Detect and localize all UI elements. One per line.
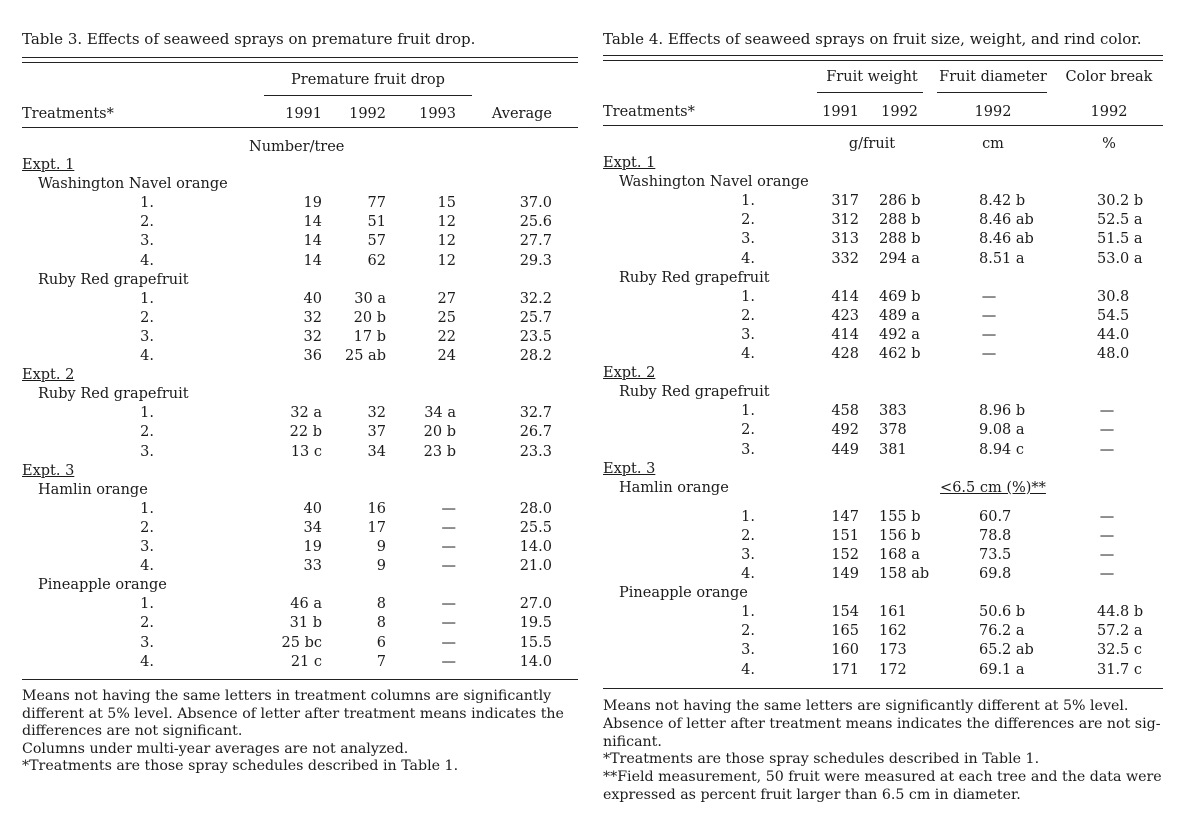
cultivar-label: Hamlin orange: [619, 479, 729, 496]
treatments-header: Treatments*: [603, 104, 695, 120]
experiment-label: Expt. 2: [22, 367, 75, 384]
table-cell: 8.96 b: [979, 403, 1026, 420]
table-cell: 8.94 c: [979, 441, 1025, 458]
table-cell: 51: [367, 214, 386, 231]
treatment-label: 1.: [140, 405, 154, 422]
table-cell: 9: [376, 539, 386, 555]
table-cell: 26.7: [519, 424, 552, 441]
table-cell: 20 b: [353, 309, 386, 326]
fruit-weight-underline: [817, 92, 923, 93]
table-cell: 44.8 b: [1097, 604, 1144, 621]
table-cell: 34: [303, 519, 322, 536]
footnote-line: Absence of letter after treatment means indicates the differences are not sig-: [603, 715, 1161, 732]
table-cell: 31 b: [289, 615, 322, 632]
color-1992-header: 1992: [1090, 104, 1128, 120]
table-cell: 332: [831, 250, 859, 267]
table-cell: 46 a: [290, 596, 322, 613]
table-cell: 25 bc: [281, 634, 322, 651]
table-cell: 32: [303, 328, 322, 345]
diameter-1992-header: 1992: [974, 104, 1012, 120]
table-cell: —: [441, 653, 456, 670]
footnote-line: Columns under multi-year averages are not analyzed.: [22, 740, 409, 757]
table-cell: 62: [367, 252, 386, 269]
table-cell: 313: [831, 231, 859, 248]
table-cell: 31.7 c: [1097, 661, 1143, 678]
fruit-diameter-underline: [937, 92, 1047, 93]
table-cell: 29.3: [519, 252, 552, 269]
table-cell: 24: [437, 348, 456, 364]
table-4-top-rule-2: [603, 60, 1163, 61]
table-cell: 149: [831, 566, 859, 582]
table-cell: 50.6 b: [979, 604, 1026, 621]
table-cell: 449: [831, 441, 859, 458]
table-cell: 15: [437, 195, 456, 212]
footnote-line: **Field measurement, 50 fruit were measured at each tree and the data were: [603, 769, 1162, 786]
unit-diameter: cm: [982, 136, 1004, 152]
table-cell: 32 a: [290, 405, 322, 422]
treatment-label: 2.: [741, 212, 755, 229]
table-cell: 54.5: [1097, 307, 1130, 324]
table-cell: —: [441, 500, 456, 517]
table-cell: 65.2 ab: [979, 642, 1034, 659]
table-cell: 154: [831, 604, 859, 621]
table-cell: 25.5: [519, 519, 552, 536]
unit-color: %: [1102, 136, 1116, 152]
treatment-label: 2.: [741, 422, 755, 439]
table-cell: 19: [303, 195, 322, 212]
table-cell: —: [441, 519, 456, 536]
table-cell: 173: [879, 642, 907, 659]
footnote-line: differences are not significant.: [22, 723, 243, 739]
table-cell: —: [1099, 566, 1115, 582]
table-cell: 14: [303, 233, 322, 250]
table-cell: 52.5 a: [1097, 212, 1143, 229]
table-cell: —: [1099, 441, 1115, 458]
treatment-label: 3.: [140, 539, 154, 555]
treatment-label: 3.: [140, 443, 154, 460]
header-rule: [22, 127, 578, 128]
treatment-label: 4.: [741, 250, 755, 267]
table-4-title: Table 4. Effects of seaweed sprays on fruit size, weight, and rind color.: [603, 30, 1142, 48]
table-cell: 25.7: [519, 309, 552, 326]
table-cell: 25 ab: [345, 348, 386, 364]
table-cell: 17 b: [353, 328, 386, 345]
table-cell: 22 b: [289, 424, 322, 441]
table-cell: 8.46 ab: [979, 212, 1034, 229]
table-cell: 51.5 a: [1097, 231, 1143, 248]
table-cell: 25.6: [519, 214, 552, 231]
fruit-diameter-header: Fruit diameter: [939, 69, 1047, 85]
table-cell: 158 ab: [879, 566, 930, 582]
table-cell: 8: [376, 596, 386, 613]
footnote-line: different at 5% level. Absence of letter after treatment means indicates the: [22, 705, 564, 722]
treatment-label: 3.: [741, 231, 755, 248]
table-3-bottom-rule: [22, 679, 578, 680]
table-cell: 161: [879, 604, 907, 621]
experiment-label: Expt. 1: [603, 155, 656, 171]
table-3-top-rule-2: [22, 62, 578, 63]
treatment-label: 4.: [741, 566, 755, 582]
header-rule: [603, 125, 1163, 126]
treatment-label: 2.: [741, 527, 755, 544]
cultivar-label: Hamlin orange: [38, 481, 148, 498]
average-header: Average: [491, 106, 552, 122]
table-cell: 171: [831, 661, 859, 678]
treatment-label: 2.: [140, 615, 154, 632]
treatment-label: 2.: [741, 623, 755, 640]
table-4-bottom-rule: [603, 688, 1163, 689]
table-cell: 23.5: [519, 328, 552, 345]
treatment-label: 2.: [140, 424, 154, 441]
table-cell: 147: [831, 508, 859, 525]
experiment-label: Expt. 3: [22, 462, 75, 479]
table-cell: 21 c: [290, 653, 322, 670]
treatments-header: Treatments*: [22, 106, 114, 122]
table-cell: 30.8: [1097, 288, 1130, 305]
table-cell: 57.2 a: [1097, 623, 1143, 640]
table-3-title: Table 3. Effects of seaweed sprays on premature fruit drop.: [22, 30, 476, 48]
table-cell: 317: [831, 193, 859, 210]
table-cell: —: [441, 596, 456, 613]
table-cell: 172: [879, 661, 907, 678]
table-cell: —: [441, 539, 456, 555]
treatment-label: 1.: [140, 290, 154, 307]
table-cell: 32.2: [519, 290, 552, 307]
table-cell: 23.3: [519, 443, 552, 460]
footnote-line: *Treatments are those spray schedules described in Table 1.: [603, 751, 1040, 768]
table-cell: 8: [376, 615, 386, 632]
cultivar-label: Pineapple orange: [38, 577, 167, 594]
table-cell: 462 b: [879, 346, 921, 362]
table-cell: 414: [831, 288, 859, 305]
table-cell: 27.0: [519, 596, 552, 613]
table-cell: 53.0 a: [1097, 250, 1143, 267]
table-cell: 28.0: [519, 500, 552, 517]
table-cell: 28.2: [519, 348, 552, 364]
cultivar-label: Ruby Red grapefruit: [38, 386, 189, 403]
table-cell: 428: [831, 346, 859, 362]
table-cell: 9.08 a: [979, 422, 1025, 439]
table-cell: 14.0: [519, 653, 552, 670]
table-cell: 414: [831, 326, 859, 343]
table-cell: 57: [367, 233, 386, 250]
weight-1992-header: 1992: [881, 104, 918, 120]
treatment-label: 1.: [140, 195, 154, 212]
table-cell: 60.7: [979, 508, 1012, 525]
fruit-weight-header: Fruit weight: [826, 69, 918, 85]
table-cell: 76.2 a: [979, 623, 1025, 640]
table-cell: 37: [367, 424, 386, 441]
table-cell: 288 b: [879, 231, 921, 248]
table-cell: 155 b: [879, 508, 921, 525]
table-cell: 34: [367, 443, 386, 460]
group-underline: [264, 95, 472, 96]
table-cell: 20 b: [423, 424, 456, 441]
table-cell: 32: [367, 405, 386, 422]
cultivar-label: Ruby Red grapefruit: [38, 271, 189, 288]
footnote-line: *Treatments are those spray schedules described in Table 1.: [22, 758, 459, 774]
treatment-label: 1.: [741, 193, 755, 210]
table-cell: 378: [879, 422, 907, 439]
table-cell: 32.5 c: [1097, 642, 1143, 659]
color-break-header: Color break: [1065, 69, 1153, 85]
table-cell: 12: [437, 252, 456, 269]
table-cell: 77: [367, 195, 386, 212]
table-cell: —: [441, 558, 456, 575]
table-cell: 151: [831, 527, 859, 544]
treatment-label: 1.: [140, 500, 154, 517]
treatment-label: 3.: [140, 328, 154, 345]
table-cell: 16: [367, 500, 386, 517]
table-cell: 156 b: [879, 527, 921, 544]
table-cell: —: [441, 634, 456, 651]
table-cell: —: [1099, 527, 1115, 544]
treatment-label: 4.: [140, 558, 154, 575]
table-cell: 312: [831, 212, 859, 229]
cultivar-label: Pineapple orange: [619, 585, 748, 602]
weight-1991-header: 1991: [822, 104, 859, 120]
table-cell: 27: [437, 290, 456, 307]
treatment-label: 3.: [140, 634, 154, 651]
table-cell: 160: [831, 642, 859, 659]
table-cell: 36: [303, 348, 322, 364]
table-cell: 19: [303, 539, 322, 555]
table-cell: 23 b: [423, 443, 456, 460]
treatment-label: 4.: [140, 348, 154, 364]
table-3-top-rule: [22, 57, 578, 58]
table-cell: —: [1099, 508, 1115, 525]
table-cell: 12: [437, 233, 456, 250]
table-cell: 44.0: [1097, 326, 1130, 343]
table-cell: 73.5: [979, 546, 1012, 563]
table-cell: 458: [831, 403, 859, 420]
year-1993-header: 1993: [419, 106, 456, 122]
table-cell: 469 b: [879, 288, 921, 305]
table-cell: 162: [879, 623, 907, 640]
treatment-label: 1.: [741, 403, 755, 420]
treatment-label: 4.: [140, 252, 154, 269]
premature-fruit-drop-header: Premature fruit drop: [291, 72, 445, 88]
treatment-label: 2.: [140, 519, 154, 536]
table-cell: —: [1099, 546, 1115, 563]
table-cell: 489 a: [879, 307, 920, 324]
table-cell: 286 b: [879, 193, 921, 210]
table-cell: 168 a: [879, 546, 920, 563]
table-cell: 12: [437, 214, 456, 231]
table-cell: 15.5: [519, 634, 552, 651]
footnote-line: Means not having the same letters are significantly different at 5% level.: [603, 698, 1129, 714]
table-cell: —: [1099, 422, 1115, 439]
table-cell: 27.7: [519, 233, 552, 250]
unit-weight: g/fruit: [848, 136, 896, 152]
table-cell: 33: [303, 558, 322, 575]
table-cell: 30 a: [354, 290, 386, 307]
experiment-label: Expt. 2: [603, 365, 656, 382]
cultivar-label: Ruby Red grapefruit: [619, 269, 770, 286]
table-cell: 69.8: [979, 566, 1012, 582]
table-cell: 40: [303, 290, 322, 307]
treatment-label: 1.: [741, 508, 755, 525]
table-cell: 8.51 a: [979, 250, 1025, 267]
table-cell: 21.0: [519, 558, 552, 575]
table-cell: 13 c: [290, 443, 322, 460]
treatment-label: 3.: [741, 441, 755, 458]
table-cell: 69.1 a: [979, 661, 1025, 678]
treatment-label: 3.: [140, 233, 154, 250]
table-cell: 288 b: [879, 212, 921, 229]
table-cell: —: [981, 288, 997, 305]
table-cell: 14: [303, 214, 322, 231]
treatment-label: 4.: [741, 661, 755, 678]
footnote-line: Means not having the same letters in treatment columns are significantly: [22, 688, 552, 704]
table-cell: 14.0: [519, 539, 552, 555]
experiment-label: Expt. 3: [603, 460, 656, 477]
table-cell: 383: [879, 403, 907, 420]
table-cell: 32.7: [519, 405, 552, 422]
table-cell: 17: [367, 519, 386, 536]
cultivar-label: Ruby Red grapefruit: [619, 384, 770, 401]
diameter-subheader: <6.5 cm (%)**: [940, 479, 1046, 496]
treatment-label: 1.: [741, 604, 755, 621]
table-cell: —: [981, 307, 997, 324]
table-4-top-rule: [603, 55, 1163, 56]
experiment-label: Expt. 1: [22, 157, 75, 173]
footnote-line: nificant.: [603, 733, 662, 750]
treatment-label: 2.: [741, 307, 755, 324]
table-cell: 78.8: [979, 527, 1012, 544]
table-cell: 492: [831, 422, 859, 439]
table-cell: 19.5: [519, 615, 552, 632]
table-cell: 294 a: [879, 250, 920, 267]
table-cell: 48.0: [1097, 346, 1130, 362]
treatment-label: 2.: [140, 214, 154, 231]
table-cell: 6: [376, 634, 386, 651]
table-cell: —: [981, 326, 997, 343]
table-cell: 492 a: [879, 326, 920, 343]
table-cell: 381: [879, 441, 907, 458]
treatment-label: 3.: [741, 642, 755, 659]
table-cell: 32: [303, 309, 322, 326]
table-cell: 37.0: [519, 195, 552, 212]
table-cell: —: [981, 346, 997, 362]
table-cell: 30.2 b: [1097, 193, 1144, 210]
table-cell: —: [441, 615, 456, 632]
table-cell: 165: [831, 623, 859, 640]
treatment-label: 3.: [741, 326, 755, 343]
treatment-label: 2.: [140, 309, 154, 326]
cultivar-label: Washington Navel orange: [619, 174, 809, 191]
table-cell: 14: [303, 252, 322, 269]
table-cell: 9: [376, 558, 386, 575]
table-cell: 22: [437, 328, 456, 345]
table-cell: 25: [437, 309, 456, 326]
treatment-label: 1.: [741, 288, 755, 305]
footnote-line: expressed as percent fruit larger than 6.5 cm in diameter.: [603, 787, 1021, 803]
table-cell: 34 a: [424, 405, 456, 422]
table-cell: 8.42 b: [979, 193, 1026, 210]
table-cell: 40: [303, 500, 322, 517]
treatment-label: 3.: [741, 546, 755, 563]
table-cell: —: [1099, 403, 1115, 420]
treatment-label: 1.: [140, 596, 154, 613]
table-cell: 423: [831, 307, 859, 324]
unit-label: Number/tree: [249, 139, 345, 155]
treatment-label: 4.: [741, 346, 755, 362]
year-1992-header: 1992: [349, 106, 386, 122]
table-cell: 152: [831, 546, 859, 563]
treatment-label: 4.: [140, 653, 154, 670]
cultivar-label: Washington Navel orange: [38, 176, 228, 193]
year-1991-header: 1991: [285, 106, 322, 122]
table-cell: 8.46 ab: [979, 231, 1034, 248]
table-cell: 7: [376, 653, 386, 670]
